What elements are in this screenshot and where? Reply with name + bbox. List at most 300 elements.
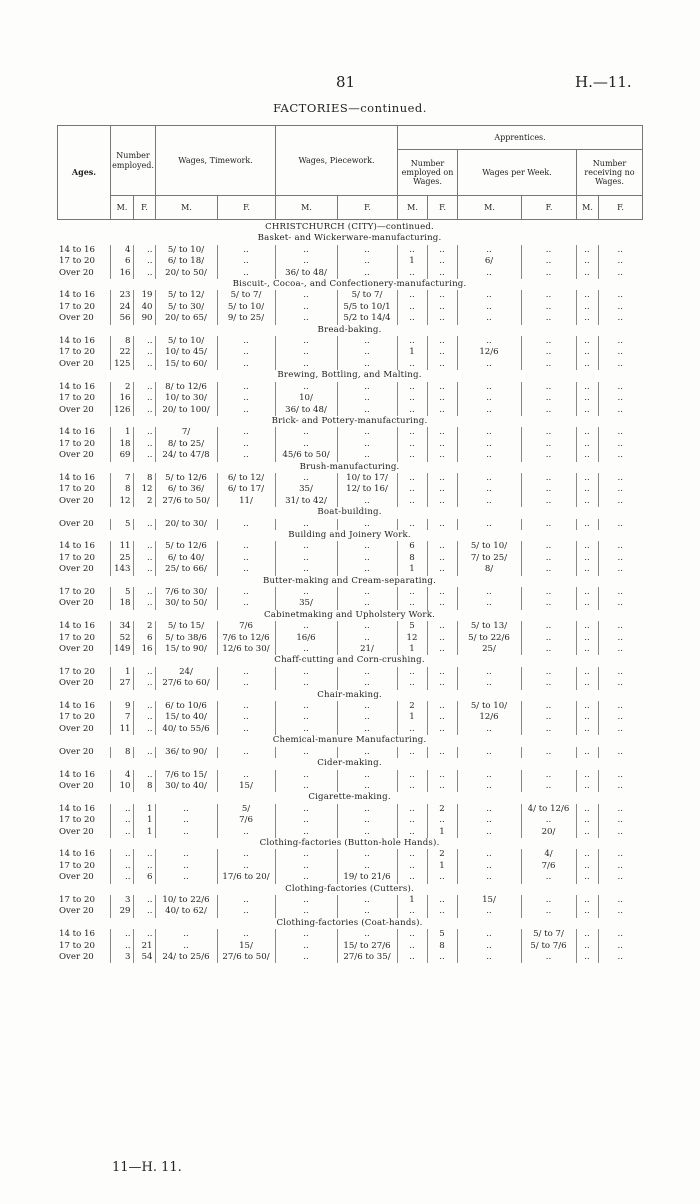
- timework-f-cell: ..: [217, 929, 275, 940]
- appr-wages-m-cell: ..: [397, 439, 427, 450]
- piecework-f-cell: ..: [337, 405, 397, 416]
- page-title: FACTORIES—continued.: [273, 101, 427, 115]
- age-cell: 17 to 20: [59, 256, 95, 267]
- age-cell: 17 to 20: [59, 894, 95, 905]
- timework-m-cell: 10/ to 30/: [155, 393, 217, 404]
- employed-f-cell: ..: [133, 519, 155, 530]
- appr-wages-m-cell: ..: [397, 827, 427, 838]
- employed-f-cell: ..: [133, 712, 155, 723]
- appr-wages-f-cell: ..: [427, 484, 457, 495]
- appr-week-m-cell: 25/: [457, 644, 521, 655]
- appr-week-m-cell: ..: [457, 439, 521, 450]
- age-cell: 17 to 20: [59, 552, 95, 563]
- appr-wages-m-cell: ..: [397, 496, 427, 507]
- piecework-f-cell: 5/2 to 14/4: [337, 313, 397, 324]
- employed-f-cell: ..: [133, 701, 155, 712]
- age-cell: Over 20: [59, 906, 94, 917]
- table-row: [57, 347, 642, 358]
- appr-week-m-cell: ..: [457, 872, 521, 883]
- employed-m-cell: ..: [110, 815, 133, 826]
- appr-nowage-m-cell: ..: [576, 667, 598, 678]
- age-cell: 17 to 20: [59, 393, 95, 404]
- appr-week-m-cell: ..: [457, 313, 521, 324]
- timework-f-cell: 9/ to 25/: [217, 313, 275, 324]
- header-f: F.: [522, 196, 577, 220]
- appr-wages-f-cell: ..: [427, 496, 457, 507]
- appr-wages-m-cell: ..: [397, 678, 427, 689]
- timework-m-cell: 20/ to 50/: [155, 268, 217, 279]
- appr-week-m-cell: 12/6: [457, 712, 521, 723]
- table-row: [57, 519, 642, 530]
- appr-week-f-cell: ..: [521, 245, 576, 256]
- appr-nowage-f-cell: ..: [598, 382, 642, 393]
- employed-m-cell: 5: [110, 587, 133, 598]
- table-row: [57, 439, 642, 450]
- employed-f-cell: 12: [133, 484, 155, 495]
- appr-wages-m-cell: ..: [397, 952, 427, 963]
- piecework-f-cell: ..: [337, 553, 397, 564]
- timework-m-cell: 8/ to 12/6: [155, 382, 217, 393]
- employed-m-cell: 1: [110, 667, 133, 678]
- appr-wages-f-cell: ..: [427, 439, 457, 450]
- appr-wages-m-cell: ..: [397, 770, 427, 781]
- appr-nowage-f-cell: ..: [598, 256, 642, 267]
- employed-f-cell: ..: [133, 598, 155, 609]
- appr-nowage-f-cell: ..: [598, 724, 642, 735]
- employed-f-cell: ..: [133, 427, 155, 438]
- table-row: [57, 450, 642, 461]
- employed-f-cell: 19: [133, 290, 155, 301]
- table-row: [57, 667, 642, 678]
- appr-week-f-cell: ..: [521, 621, 576, 632]
- appr-week-m-cell: 7/ to 25/: [457, 553, 521, 564]
- timework-f-cell: 7/6 to 12/6: [217, 633, 275, 644]
- piecework-f-cell: ..: [337, 895, 397, 906]
- employed-m-cell: 34: [110, 621, 133, 632]
- appr-wages-m-cell: 2: [397, 701, 427, 712]
- appr-week-f-cell: ..: [521, 473, 576, 484]
- appr-week-f-cell: ..: [521, 872, 576, 883]
- piecework-m-cell: ..: [275, 827, 337, 838]
- employed-f-cell: ..: [133, 256, 155, 267]
- appr-nowage-f-cell: ..: [598, 484, 642, 495]
- piecework-m-cell: ..: [275, 667, 337, 678]
- appr-nowage-f-cell: ..: [598, 473, 642, 484]
- employed-m-cell: 2: [110, 382, 133, 393]
- page-footer: 11—H. 11.: [112, 1160, 182, 1175]
- age-cell: 14 to 16: [59, 929, 95, 940]
- age-cell: Over 20: [59, 780, 94, 791]
- appr-wages-m-cell: 8: [397, 553, 427, 564]
- appr-week-m-cell: ..: [457, 941, 521, 952]
- piecework-m-cell: ..: [275, 382, 337, 393]
- piecework-f-cell: ..: [337, 724, 397, 735]
- appr-wages-f-cell: ..: [427, 359, 457, 370]
- employed-f-cell: ..: [133, 861, 155, 872]
- appr-wages-m-cell: 1: [397, 564, 427, 575]
- timework-f-cell: 15/: [217, 941, 275, 952]
- piecework-f-cell: ..: [337, 906, 397, 917]
- piecework-m-cell: ..: [275, 781, 337, 792]
- appr-nowage-m-cell: ..: [576, 496, 598, 507]
- timework-m-cell: ..: [155, 929, 217, 940]
- employed-m-cell: 4: [110, 770, 133, 781]
- appr-week-m-cell: ..: [457, 781, 521, 792]
- employed-m-cell: 22: [110, 347, 133, 358]
- timework-f-cell: 5/ to 10/: [217, 302, 275, 313]
- employed-m-cell: 18: [110, 439, 133, 450]
- industry-heading: Cabinetmaking and Upholstery Work.: [264, 609, 436, 620]
- appr-nowage-m-cell: ..: [576, 290, 598, 301]
- appr-wages-f-cell: ..: [427, 450, 457, 461]
- appr-nowage-m-cell: ..: [576, 302, 598, 313]
- appr-week-m-cell: ..: [457, 678, 521, 689]
- table-row: [57, 770, 642, 781]
- piecework-m-cell: ..: [275, 952, 337, 963]
- document-reference: H.—11.: [575, 73, 632, 91]
- age-cell: 14 to 16: [59, 621, 95, 632]
- appr-nowage-m-cell: ..: [576, 587, 598, 598]
- appr-week-f-cell: 4/ to 12/6: [521, 804, 576, 815]
- appr-nowage-m-cell: ..: [576, 598, 598, 609]
- appr-wages-f-cell: ..: [427, 644, 457, 655]
- appr-nowage-f-cell: ..: [598, 427, 642, 438]
- appr-wages-m-cell: 5: [397, 621, 427, 632]
- appr-nowage-m-cell: ..: [576, 541, 598, 552]
- appr-week-m-cell: ..: [457, 929, 521, 940]
- timework-m-cell: 30/ to 50/: [155, 598, 217, 609]
- appr-nowage-f-cell: ..: [598, 405, 642, 416]
- employed-f-cell: ..: [133, 849, 155, 860]
- appr-wages-m-cell: ..: [397, 268, 427, 279]
- piecework-m-cell: 36/ to 48/: [275, 268, 337, 279]
- employed-f-cell: ..: [133, 724, 155, 735]
- appr-nowage-m-cell: ..: [576, 906, 598, 917]
- appr-wages-m-cell: 6: [397, 541, 427, 552]
- timework-f-cell: ..: [217, 382, 275, 393]
- appr-week-f-cell: ..: [521, 439, 576, 450]
- table-row: [57, 804, 642, 815]
- header-number-employed: Number employed.: [111, 126, 156, 196]
- appr-wages-f-cell: ..: [427, 678, 457, 689]
- piecework-f-cell: ..: [337, 667, 397, 678]
- appr-wages-f-cell: ..: [427, 667, 457, 678]
- appr-nowage-m-cell: ..: [576, 268, 598, 279]
- timework-f-cell: ..: [217, 827, 275, 838]
- appr-wages-m-cell: ..: [397, 667, 427, 678]
- appr-wages-m-cell: ..: [397, 906, 427, 917]
- piecework-f-cell: ..: [337, 621, 397, 632]
- timework-f-cell: ..: [217, 701, 275, 712]
- timework-f-cell: 7/6: [217, 815, 275, 826]
- piecework-m-cell: ..: [275, 678, 337, 689]
- appr-week-m-cell: ..: [457, 804, 521, 815]
- timework-m-cell: 5/ to 30/: [155, 302, 217, 313]
- age-cell: 17 to 20: [59, 587, 95, 597]
- appr-nowage-f-cell: ..: [598, 667, 642, 678]
- employed-f-cell: ..: [133, 541, 155, 552]
- age-cell: Over 20: [59, 358, 94, 369]
- employed-f-cell: ..: [133, 336, 155, 347]
- appr-week-f-cell: ..: [521, 815, 576, 826]
- piecework-f-cell: ..: [337, 598, 397, 609]
- piecework-m-cell: ..: [275, 872, 337, 883]
- appr-week-m-cell: ..: [457, 747, 521, 758]
- timework-f-cell: 11/: [217, 496, 275, 507]
- timework-m-cell: 5/ to 10/: [155, 245, 217, 256]
- employed-m-cell: ..: [110, 929, 133, 940]
- timework-m-cell: 5/ to 12/: [155, 290, 217, 301]
- appr-wages-m-cell: ..: [397, 849, 427, 860]
- appr-wages-f-cell: ..: [427, 587, 457, 598]
- industry-heading: Brush-manufacturing.: [299, 461, 400, 472]
- age-cell: 17 to 20: [59, 438, 95, 449]
- appr-nowage-m-cell: ..: [576, 849, 598, 860]
- appr-week-f-cell: 4/: [521, 849, 576, 860]
- employed-f-cell: ..: [133, 359, 155, 370]
- appr-wages-f-cell: ..: [427, 781, 457, 792]
- timework-f-cell: ..: [217, 564, 275, 575]
- age-cell: 17 to 20: [59, 712, 95, 723]
- appr-week-m-cell: ..: [457, 496, 521, 507]
- wages-table: [57, 222, 642, 963]
- employed-m-cell: ..: [110, 872, 133, 883]
- appr-nowage-f-cell: ..: [598, 712, 642, 723]
- appr-wages-m-cell: ..: [397, 313, 427, 324]
- appr-nowage-m-cell: ..: [576, 382, 598, 393]
- appr-week-m-cell: ..: [457, 393, 521, 404]
- table-row: [57, 553, 642, 564]
- appr-wages-m-cell: 1: [397, 256, 427, 267]
- industry-heading: Biscuit-, Cocoa-, and Confectionery-manufacturing.: [232, 279, 467, 290]
- timework-m-cell: ..: [155, 861, 217, 872]
- table-row: [57, 302, 642, 313]
- timework-m-cell: 5/ to 10/: [155, 336, 217, 347]
- appr-wages-m-cell: ..: [397, 302, 427, 313]
- appr-nowage-m-cell: ..: [576, 347, 598, 358]
- piecework-f-cell: 12/ to 16/: [337, 484, 397, 495]
- appr-week-m-cell: ..: [457, 770, 521, 781]
- piecework-f-cell: ..: [337, 861, 397, 872]
- table-row: [57, 678, 642, 689]
- employed-f-cell: ..: [133, 439, 155, 450]
- employed-m-cell: 143: [110, 564, 133, 575]
- appr-week-f-cell: ..: [521, 724, 576, 735]
- appr-wages-f-cell: ..: [427, 519, 457, 530]
- piecework-m-cell: ..: [275, 906, 337, 917]
- appr-nowage-f-cell: ..: [598, 553, 642, 564]
- appr-week-f-cell: ..: [521, 644, 576, 655]
- employed-f-cell: 54: [133, 952, 155, 963]
- timework-f-cell: ..: [217, 553, 275, 564]
- appr-nowage-f-cell: ..: [598, 644, 642, 655]
- appr-wages-m-cell: ..: [397, 382, 427, 393]
- appr-nowage-m-cell: ..: [576, 450, 598, 461]
- appr-week-m-cell: 12/6: [457, 347, 521, 358]
- appr-week-f-cell: ..: [521, 450, 576, 461]
- timework-m-cell: 27/6 to 50/: [155, 496, 217, 507]
- employed-m-cell: ..: [110, 861, 133, 872]
- appr-nowage-m-cell: ..: [576, 895, 598, 906]
- appr-wages-m-cell: ..: [397, 747, 427, 758]
- employed-f-cell: 1: [133, 827, 155, 838]
- timework-f-cell: 6/ to 17/: [217, 484, 275, 495]
- header-f: F.: [218, 196, 276, 220]
- appr-wages-f-cell: 1: [427, 861, 457, 872]
- appr-week-m-cell: 5/ to 22/6: [457, 633, 521, 644]
- appr-wages-f-cell: ..: [427, 564, 457, 575]
- appr-nowage-m-cell: ..: [576, 827, 598, 838]
- appr-nowage-f-cell: ..: [598, 268, 642, 279]
- industry-heading: Clothing-factories (Button-hole Hands).: [259, 837, 440, 848]
- appr-wages-f-cell: ..: [427, 712, 457, 723]
- table-row: [57, 849, 642, 860]
- appr-nowage-m-cell: ..: [576, 781, 598, 792]
- appr-nowage-m-cell: ..: [576, 519, 598, 530]
- industry-heading: Chaff-cutting and Corn-crushing.: [274, 655, 425, 666]
- piecework-f-cell: ..: [337, 245, 397, 256]
- age-cell: Over 20: [59, 450, 94, 461]
- table-row: [57, 747, 642, 758]
- table-row: [57, 815, 642, 826]
- employed-m-cell: 11: [110, 724, 133, 735]
- employed-m-cell: 8: [110, 336, 133, 347]
- appr-nowage-f-cell: ..: [598, 302, 642, 313]
- piecework-m-cell: ..: [275, 724, 337, 735]
- piecework-m-cell: 16/6: [275, 633, 337, 644]
- employed-m-cell: 69: [110, 450, 133, 461]
- timework-m-cell: ..: [155, 804, 217, 815]
- appr-wages-f-cell: 1: [427, 827, 457, 838]
- appr-wages-m-cell: ..: [397, 336, 427, 347]
- table-row: [57, 496, 642, 507]
- timework-m-cell: 24/ to 25/6: [155, 952, 217, 963]
- piecework-m-cell: ..: [275, 313, 337, 324]
- age-cell: 17 to 20: [59, 940, 95, 951]
- appr-week-f-cell: 20/: [521, 827, 576, 838]
- employed-f-cell: ..: [133, 564, 155, 575]
- appr-wages-f-cell: ..: [427, 598, 457, 609]
- age-cell: 14 to 16: [59, 290, 95, 301]
- appr-week-f-cell: 5/ to 7/6: [521, 941, 576, 952]
- appr-week-f-cell: ..: [521, 667, 576, 678]
- appr-week-f-cell: ..: [521, 952, 576, 963]
- piecework-f-cell: ..: [337, 929, 397, 940]
- table-row: [57, 256, 642, 267]
- appr-week-m-cell: ..: [457, 587, 521, 598]
- timework-f-cell: ..: [217, 256, 275, 267]
- appr-nowage-f-cell: ..: [598, 701, 642, 712]
- appr-nowage-f-cell: ..: [598, 564, 642, 575]
- industry-heading: Butter-making and Cream-separating.: [263, 575, 437, 586]
- appr-week-f-cell: ..: [521, 541, 576, 552]
- appr-wages-f-cell: ..: [427, 553, 457, 564]
- appr-week-f-cell: ..: [521, 633, 576, 644]
- employed-f-cell: ..: [133, 770, 155, 781]
- appr-week-m-cell: ..: [457, 290, 521, 301]
- appr-wages-f-cell: ..: [427, 872, 457, 883]
- appr-wages-f-cell: ..: [427, 473, 457, 484]
- timework-f-cell: ..: [217, 770, 275, 781]
- employed-m-cell: 3: [110, 895, 133, 906]
- appr-week-m-cell: ..: [457, 245, 521, 256]
- piecework-f-cell: ..: [337, 541, 397, 552]
- table-row: [57, 906, 642, 917]
- appr-wages-m-cell: ..: [397, 872, 427, 883]
- timework-m-cell: 7/6 to 15/: [155, 770, 217, 781]
- employed-f-cell: 1: [133, 815, 155, 826]
- piecework-m-cell: ..: [275, 439, 337, 450]
- age-cell: 14 to 16: [59, 336, 95, 347]
- appr-nowage-f-cell: ..: [598, 678, 642, 689]
- appr-week-f-cell: ..: [521, 405, 576, 416]
- header-apprentices: Apprentices.: [398, 126, 643, 150]
- appr-week-m-cell: ..: [457, 519, 521, 530]
- appr-wages-m-cell: ..: [397, 405, 427, 416]
- piecework-m-cell: ..: [275, 302, 337, 313]
- appr-nowage-m-cell: ..: [576, 473, 598, 484]
- timework-f-cell: ..: [217, 519, 275, 530]
- appr-nowage-f-cell: ..: [598, 895, 642, 906]
- table-row: [57, 473, 642, 484]
- appr-wages-m-cell: 1: [397, 895, 427, 906]
- employed-f-cell: 21: [133, 941, 155, 952]
- appr-week-f-cell: ..: [521, 484, 576, 495]
- appr-nowage-m-cell: ..: [576, 439, 598, 450]
- employed-f-cell: 2: [133, 621, 155, 632]
- piecework-m-cell: ..: [275, 941, 337, 952]
- piecework-m-cell: ..: [275, 770, 337, 781]
- appr-nowage-f-cell: ..: [598, 861, 642, 872]
- piecework-f-cell: 10/ to 17/: [337, 473, 397, 484]
- timework-f-cell: ..: [217, 667, 275, 678]
- table-row: [57, 359, 642, 370]
- industry-heading: Chair-making.: [317, 689, 382, 700]
- table-row: [57, 644, 642, 655]
- appr-nowage-f-cell: ..: [598, 872, 642, 883]
- appr-week-f-cell: ..: [521, 906, 576, 917]
- timework-f-cell: ..: [217, 245, 275, 256]
- appr-week-f-cell: ..: [521, 393, 576, 404]
- appr-wages-f-cell: ..: [427, 952, 457, 963]
- timework-m-cell: 7/6 to 30/: [155, 587, 217, 598]
- employed-f-cell: 40: [133, 302, 155, 313]
- appr-wages-f-cell: ..: [427, 906, 457, 917]
- appr-week-f-cell: ..: [521, 770, 576, 781]
- employed-f-cell: 90: [133, 313, 155, 324]
- header-wages-piecework: Wages, Piecework.: [276, 126, 398, 196]
- timework-m-cell: 5/ to 15/: [155, 621, 217, 632]
- table-row: [57, 633, 642, 644]
- header-m: M.: [111, 196, 134, 220]
- table-row: [57, 587, 642, 598]
- appr-nowage-f-cell: ..: [598, 347, 642, 358]
- appr-nowage-m-cell: ..: [576, 245, 598, 256]
- appr-wages-f-cell: ..: [427, 245, 457, 256]
- appr-week-m-cell: ..: [457, 849, 521, 860]
- piecework-f-cell: ..: [337, 804, 397, 815]
- piecework-m-cell: ..: [275, 564, 337, 575]
- age-cell: Over 20: [59, 952, 94, 962]
- age-cell: Over 20: [59, 723, 94, 734]
- timework-m-cell: 40/ to 62/: [155, 906, 217, 917]
- appr-wages-m-cell: ..: [397, 598, 427, 609]
- piecework-m-cell: ..: [275, 245, 337, 256]
- piecework-m-cell: ..: [275, 747, 337, 758]
- appr-wages-f-cell: ..: [427, 541, 457, 552]
- employed-f-cell: ..: [133, 895, 155, 906]
- piecework-f-cell: ..: [337, 701, 397, 712]
